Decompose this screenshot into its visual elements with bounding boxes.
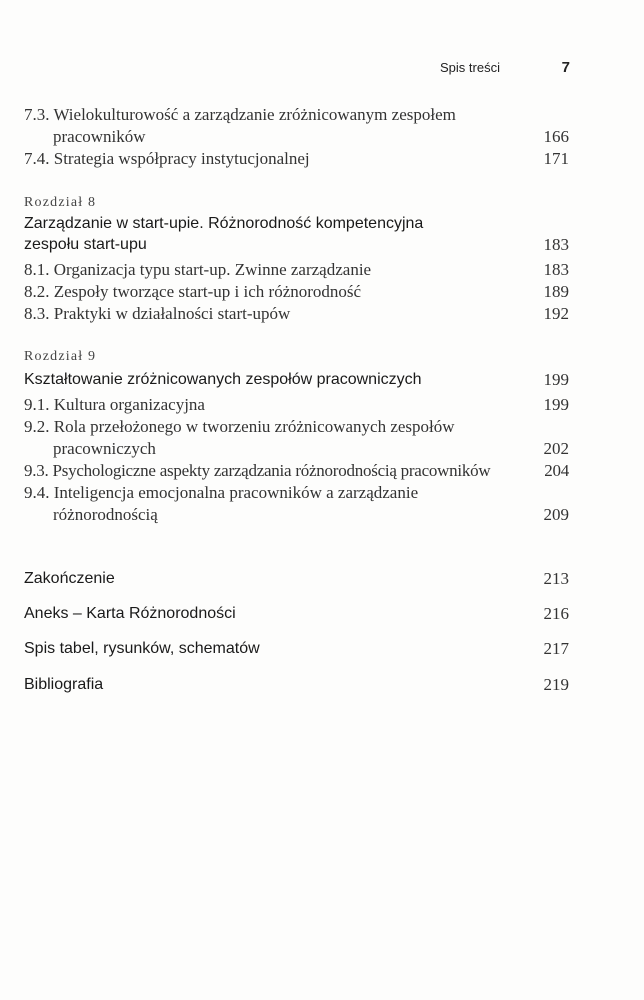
entry-text: zespołu start-upu xyxy=(24,236,147,253)
entry-page: 189 xyxy=(543,282,569,301)
entry-text: różnorodnością xyxy=(53,505,158,524)
chapter-label xyxy=(24,346,569,368)
entry-text: Zarządzanie w start-upie. Różnorodność kompetencyjna xyxy=(24,215,424,232)
entry-page: 199 xyxy=(543,370,569,389)
toc-entry-continuation xyxy=(24,126,569,148)
entry-page: 202 xyxy=(543,439,569,458)
entry-page: 209 xyxy=(543,505,569,524)
toc-entry xyxy=(24,259,569,281)
chapter-label xyxy=(24,192,569,214)
chapter-title xyxy=(24,369,569,391)
toc-entry xyxy=(24,416,569,438)
entry-text: 8.3. Praktyki w działalności start-upów xyxy=(24,304,291,323)
entry-page: 204 xyxy=(544,461,569,480)
toc-section xyxy=(24,638,569,660)
entry-text: Rozdział 9 xyxy=(24,349,97,364)
entry-page: 213 xyxy=(543,569,569,588)
entry-page: 216 xyxy=(543,604,569,623)
entry-text: 9.1. Kultura organizacyjna xyxy=(24,395,205,414)
toc-entry-continuation xyxy=(24,438,569,460)
entry-text: 7.4. Strategia współpracy instytucjonalnej xyxy=(24,149,310,168)
entry-page: 166 xyxy=(543,127,569,146)
entry-text: 8.1. Organizacja typu start-up. Zwinne zarządzanie xyxy=(24,260,372,279)
chapter-title xyxy=(24,213,569,235)
toc-section xyxy=(24,674,569,696)
toc-entry xyxy=(24,394,569,416)
toc-section xyxy=(24,568,569,590)
entry-text: Zakończenie xyxy=(24,570,115,587)
entry-text: 8.2. Zespoły tworzące start-up i ich różnorodność xyxy=(24,282,362,301)
entry-text: 7.3. Wielokulturowość a zarządzanie zróżnicowanym zespołem xyxy=(24,105,456,124)
toc-entry xyxy=(24,460,569,482)
entry-text: Aneks – Karta Różnorodności xyxy=(24,605,236,622)
entry-page: 183 xyxy=(543,235,569,254)
entry-text: Rozdział 8 xyxy=(24,195,97,210)
entry-page: 171 xyxy=(543,149,569,168)
entry-page: 199 xyxy=(543,395,569,414)
toc-entry xyxy=(24,104,569,126)
toc-section xyxy=(24,603,569,625)
entry-page: 217 xyxy=(543,639,569,658)
entry-text: pracowniczych xyxy=(53,439,156,458)
entry-text: pracowników xyxy=(53,127,146,146)
entry-text: 9.3. Psychologiczne aspekty zarządzania różnorodnością pracowników xyxy=(24,461,491,480)
toc-entry xyxy=(24,482,569,504)
entry-text: 9.4. Inteligencja emocjonalna pracowników a zarządzanie xyxy=(24,483,419,502)
page-number: 7 xyxy=(561,59,570,76)
entry-text: Bibliografia xyxy=(24,676,104,693)
toc-entry xyxy=(24,303,569,325)
running-header xyxy=(440,58,570,78)
chapter-title-continuation xyxy=(24,234,569,256)
entry-text: 9.2. Rola przełożonego w tworzeniu zróżnicowanych zespołów xyxy=(24,417,455,436)
running-header-title: Spis treści xyxy=(440,60,500,75)
entry-text: Spis tabel, rysunków, schematów xyxy=(24,640,260,657)
toc-entry xyxy=(24,281,569,303)
entry-page: 192 xyxy=(543,304,569,323)
entry-page: 219 xyxy=(543,675,569,694)
toc-entry xyxy=(24,148,569,170)
entry-text: Kształtowanie zróżnicowanych zespołów pracowniczych xyxy=(24,371,422,388)
entry-page: 183 xyxy=(543,260,569,279)
toc-entry-continuation xyxy=(24,504,569,526)
